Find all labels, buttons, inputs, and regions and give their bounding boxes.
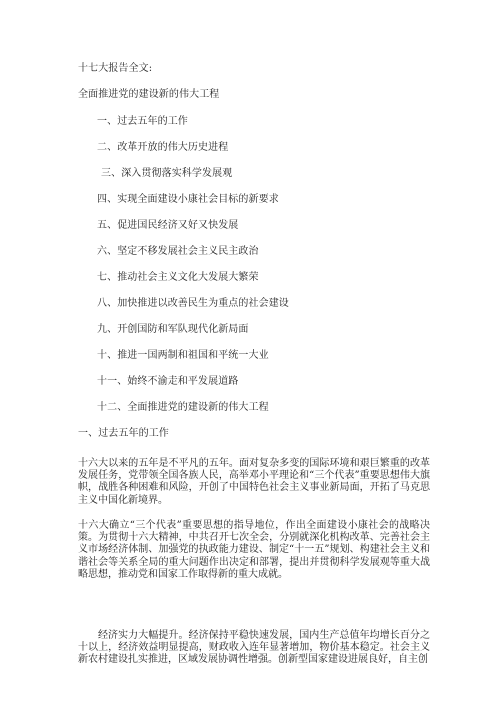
body-paragraph: 十六大确立“三个代表”重要思想的指导地位，作出全面建设小康社会的战略决策。为贯彻十六大精神，中共召开七次全会，分别就深化机构改革、完善社会主义市场经济体制、加强党的执政能力建设、制定“十一五”规划、构建社会主义和谐社会等关系全局的重大问题作出决定和部署，提出并贯彻科学发展观等重大战略思想，推动党和国家工作取得新的重大成就。: [78, 520, 430, 580]
body-paragraph: 十六大以来的五年是不平凡的五年。面对复杂多变的国际环境和艰巨繁重的改革发展任务，党带领全国各族人民，高举邓小平理论和“三个代表”重要思想伟大旗帜，战胜各种困难和风险，开创了中国特色社会主义事业新局面，开拓了马克思主义中国化新境界。: [78, 458, 430, 506]
toc-item: 七、推动社会主义文化大发展大繁荣: [97, 272, 259, 283]
body-paragraph: 经济实力大幅提升。经济保持平稳快速发展，国内生产总值年均增长百分之十以上，经济效益明显提高，财政收入连年显著增加，物价基本稳定。社会主义新农村建设扎实推进，区域发展协调性增强。创新型国家建设进展良好，自主创: [78, 630, 430, 666]
toc-item: 八、加快推进以改善民生为重点的社会建设: [97, 298, 289, 309]
toc-item: 五、促进国民经济又好又快发展: [97, 220, 239, 231]
toc-item: 六、坚定不移发展社会主义民主政治: [97, 246, 259, 257]
toc-item: 十一、始终不渝走和平发展道路: [97, 376, 239, 387]
subtitle: 全面推进党的建设新的伟大工程: [78, 89, 220, 100]
toc-item: 三、深入贯彻落实科学发展观: [101, 168, 233, 179]
report-title: 十七大报告全文:: [78, 63, 153, 74]
toc-item: 九、开创国防和军队现代化新局面: [97, 324, 249, 335]
toc-item: 十、推进一国两制和祖国和平统一大业: [97, 350, 269, 361]
toc-item: 一、过去五年的工作: [97, 116, 188, 127]
toc-item: 十二、全面推进党的建设新的伟大工程: [97, 402, 269, 413]
toc-item: 二、改革开放的伟大历史进程: [97, 142, 229, 153]
toc-item: 四、实现全面建设小康社会目标的新要求: [97, 194, 279, 205]
section-heading: 一、过去五年的工作: [78, 428, 169, 439]
